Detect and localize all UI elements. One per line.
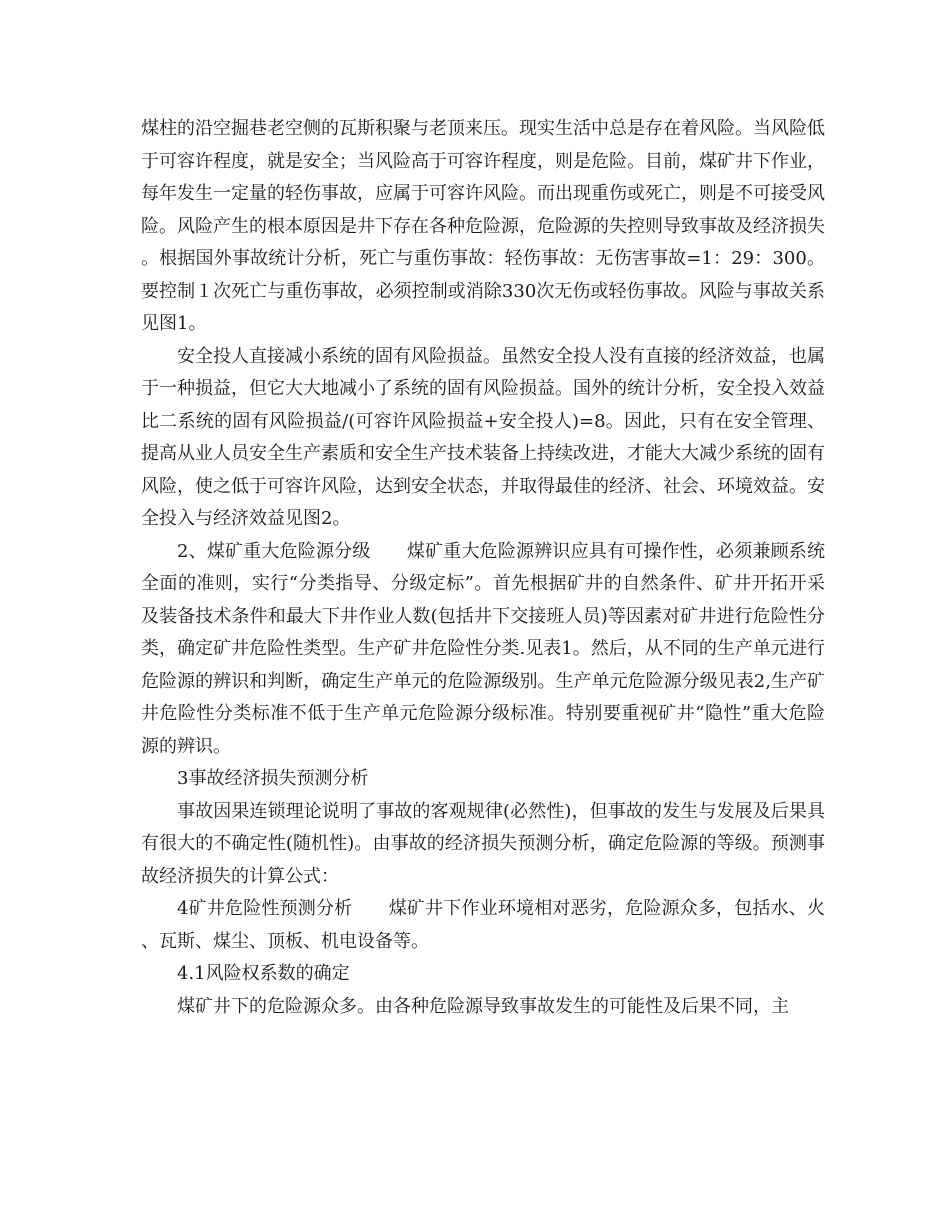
section-heading-risk-weight: 4.1风险权系数的确定 [177, 963, 350, 984]
paragraph-mine-risk-prediction: 4矿井危险性预测分析 煤矿井下作业环境相对恶劣，危险源众多，包括水、火、瓦斯、煤尘、顶板、机电设备等。 [141, 898, 825, 952]
paragraph-risk-tolerance: 煤柱的沿空掘巷老空侧的瓦斯积聚与老顶来压。现实生活中总是存在着风险。当风险低于可容许程度，就是安全；当风险高于可容许程度，则是危险。目前，煤矿井下作业，每年发生一定量的轻伤事故，应属于可容许风险。而出现重伤或死亡，则是不可接受风险。风险产生的根本原因是井下存在各种危险源，危险源的失控则导致事故及经济损失。根据国外事故统计分析，死亡与重伤事故：轻伤事故：无伤害事故=1：29：300。要控制１次死亡与重伤事故，必须控制或消除330次无伤或轻伤事故。风险与事故关系见图1。 [141, 118, 825, 334]
paragraph-safety-investment: 安全投人直接减小系统的固有风险损益。虽然安全投人没有直接的经济效益，也属于一种损益，但它大大地减小了系统的固有风险损益。国外的统计分析，安全投入效益比二系统的固有风险损益/(可容许风险损益+安全投人)=8。因此，只有在安全管理、提高从业人员安全生产素质和安全生产技术装备上持续改进，才能大大减少系统的固有风险，使之低于可容许风险，达到安全状态，并取得最佳的经济、社会、环境效益。安全投入与经济效益见图2。 [141, 345, 825, 529]
section-heading-economic-loss: 3事故经济损失预测分析 [177, 768, 369, 789]
paragraph-hazard-sources: 煤矿井下的危险源众多。由各种危险源导致事故发生的可能性及后果不同，主 [177, 995, 789, 1017]
paragraph-hazard-classification: 2、煤矿重大危险源分级 煤矿重大危险源辨识应具有可操作性，必须兼顾系统全面的准则，实行“分类指导、分级定标”。首先根据矿井的自然条件、矿井开拓开采及装备技术条件和最大下井作业人数(包括井下交接班人员)等因素对矿井进行危险性分类，确定矿井危险性类型。生产矿井危险性分类.见表1。然后，从不同的生产单元进行危险源的辨识和判断，确定生产单元的危险源级别。生产单元危险源分级见表2,生产矿井危险性分类标准不低于生产单元危险源分级标准。特别要重视矿井“隐性”重大危险源的辨识。 [141, 540, 825, 757]
document-body [141, 113, 825, 1023]
paragraph-accident-causation: 事故因果连锁理论说明了事故的客观规律(必然性)，但事故的发生与发展及后果具有很大的不确定性(随机性)。由事故的经济损失预测分析，确定危险源的等级。预测事故经济损失的计算公式： [141, 800, 825, 887]
